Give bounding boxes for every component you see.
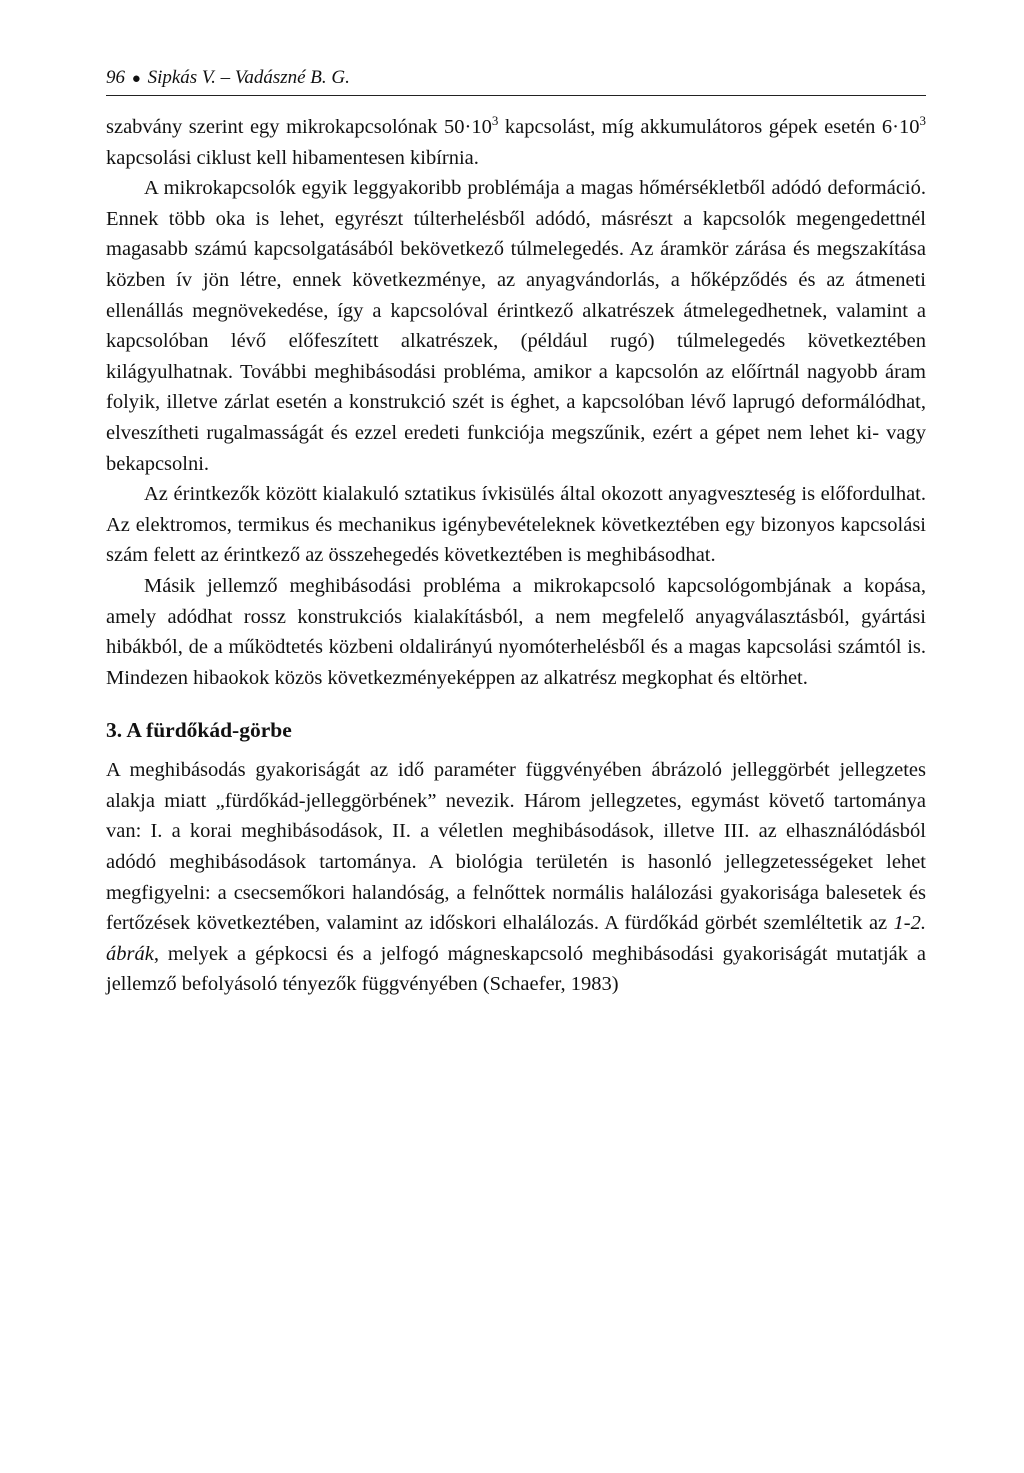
- paragraph-5: [106, 755, 926, 1000]
- paragraph-4: Másik jellemző meghibásodási probléma a mikrokapcsoló kapcsológombjának a kopása, amely adódhat rossz konstrukciós kialakításból, a nem megfelelő anyagválasztásból, gyártási hibákból, de a működtetés közbeni oldalirányú nyomóterhelésből és a magas kapcsolási számtól is. Mindezen hibaokok közös következményeképpen az alkatrész megkophat és eltörhet.: [106, 574, 926, 689]
- p5-part-a: A meghibásodás gyakoriságát az idő paraméter függvényében ábrázoló jelleggörbét jellegzetes alakja miatt „fürdőkád-jelleggörbének” nevezik. Három jellegzetes, egymást követő tartománya van: I. a korai meghibásodások, II. a véletlen meghibásodások, illetve III. az elhasználódásból adódó meghibásodások tartománya. A biológia területén is hasonló jellegzetességeket lehet megfigyelni: a csecsemőkori halandóság, a felnőttek normális halálozási gyakorisága balesetek és fertőzések következtében, valamint az időskori elhalálozás. A fürdőkád görbét szemléltetik az: [106, 759, 926, 935]
- section-heading: 3. A fürdőkád-görbe: [106, 718, 292, 743]
- running-header: [106, 66, 926, 96]
- paragraph-1: [106, 112, 926, 173]
- bullet-icon: ●: [131, 71, 141, 87]
- p5-figure-ref: 1-2. ábrák: [106, 912, 926, 965]
- p1-part-b: kapcsolást, míg akkumulátoros gépek esetén 6·10: [498, 116, 920, 138]
- paragraph-2: A mikrokapcsolók egyik leggyakoribb problémája a magas hőmérsékletből adódó deformáció. Ennek több oka is lehet, egyrészt túlterhelésből adódó, másrészt a kapcsolók megengedettnél magasabb számú kapcsolgatásából bekövetkező túlmelegedés. Az áramkör zárása és megszakítása közben ív jön létre, ennek következménye, az anyagvándorlás, a hőképződés és az átmeneti ellenállás megnövekedése, így a kapcsolóval érintkező alkatrészek átmelegedhetnek, valamint a kapcsolóban lévő előfeszített alkatrészek, (például rugó) túlmelegedés következtében kilágyulhatnak. További meghibásodási probléma, amikor a kapcsolón az előírtnál nagyobb áram folyik, illetve zárlat esetén a konstrukció szét is éghet, a kapcsolóban lévő laprugó deformálódhat, elveszítheti rugalmasságát és ezzel eredeti funkciója megszűnik, ezért a gépet nem lehet ki- vagy bekapcsolni.: [106, 177, 926, 475]
- paragraph-3: Az érintkezők között kialakuló sztatikus ívkisülés által okozott anyagveszteség is előfordulhat. Az elektromos, termikus és mechanikus igénybevételeknek következtében egy bizonyos kapcsolási szám felett az érintkező az összehegedés következtében is meghibásodhat.: [106, 483, 926, 567]
- authors: Sipkás V. – Vadászné B. G.: [147, 67, 350, 88]
- p1-superscript-1: 3: [491, 113, 499, 128]
- p5-part-b: , melyek a gépkocsi és a jelfogó mágneskapcsoló meghibásodási gyakoriságát mutatják a jellemző befolyásoló tényezők függvényében (Schaefer, 1983): [106, 942, 926, 996]
- page-number: 96: [106, 67, 125, 88]
- body-text: [106, 112, 926, 1000]
- p1-part-c: kapcsolási ciklust kell hibamentesen kibírnia.: [106, 146, 479, 169]
- p1-superscript-2: 3: [919, 113, 926, 128]
- p1-part-a: szabvány szerint egy mikrokapcsolónak 50·10: [106, 116, 492, 138]
